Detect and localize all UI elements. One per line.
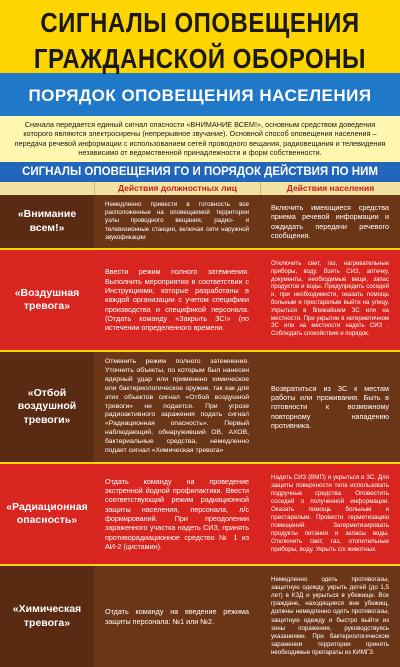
page-title-line-2: ГРАЖДАНСКОЙ ОБОРОНЫ xyxy=(33,43,367,75)
officials-text: Отменить режим полного затемнения. Уточнить объекты, по которым был нанесен ядерный удар или применено химическое или бактериологическое оружие, так как для этих объектов сигнал «Отбой воздушной тревоги» не подается. При угрозе радиоактивного заражения подать сигнал «Радиационная опасность». Первый наблюдающий, обнаруживший ОВ, АХОВ, бактериальные средства, немедленно подает сигнал «Химическая тревога» xyxy=(105,358,249,454)
intro-paragraph: Сначала передается единый сигнал опасности «ВНИМАНИЕ ВСЕМ!», основным средством доведения которого являются электросирены (непрерывное звучание). Основной способ оповещения населения – передача речевой информации с использованием сетей проводного вещания, радиовещания и телевидения независимо от ведомственной принадлежности и форм собственности. xyxy=(0,116,400,162)
population-text: Надеть СИЗ (ВМП) и укрыться в ЗС. Для защиты поверхности тела использовать подручные средства. Оповестить соседей о полученной информации. Оказать помощь больным и престарелым. Провести герметизацию помещений. Загерметизировать продукты питания и запасы воды. Отключить свет, газ, отопительные приборы, воду. Укрыть с/х животных. xyxy=(271,473,389,554)
column-header-signal xyxy=(0,182,94,195)
population-cell xyxy=(260,464,400,564)
population-cell xyxy=(260,352,400,462)
population-cell xyxy=(260,566,400,667)
table-row-attention xyxy=(0,195,400,248)
officials-text: Отдать команду на введение режима защиты персонала: №1 или №2. xyxy=(105,607,249,626)
officials-text: Немедленно привести в готовность все расположенные на оповещаемой территории узлы проводного вещания, радио- и телевизионные станции, включая сети наружной звукофикации xyxy=(105,201,249,241)
population-text: Немедленно одеть противогазы, защитную одежду, укрыть детей (до 1,5 лет) в КЗД и укрыться в убежище. Все граждане, находящиеся вне убежищ, должны немедленно одеть противогазы, защитную одежду и быстро выйти из зоны поражения, руководствуясь указаниями. При бактериологическом заражении территории принять необходимые препараты из КИМГЗ. xyxy=(271,576,389,656)
population-text: Отключить свет, газ, нагревательные приборы, воду. Взять СИЗ, аптечку, документы, необходимые вещи, запас продуктов и воды. Предупредить соседей и, при необходимости, оказать помощь больным и престарелым выйти на улицу. Укрыться в ближайшем ЗС или на местности. При укрытии в негерметичном ЗС или на местности надеть СИЗ . Соблюдать спокойствие и порядок. xyxy=(271,261,389,338)
signal-name: «Внимание всем!» xyxy=(0,195,94,248)
table-row-all-clear xyxy=(0,352,400,462)
table-row-chemical xyxy=(0,566,400,667)
officials-text: Отдать команду на проведение экстренной йодной профилактики. Ввести соответствующий режим радиационной защиты населения, персонала, л/с формирований. При преодолении зараженного участка надеть СИЗ, принять противорадиационное средство № 1 из АИ-2 (цистамин). xyxy=(105,476,249,552)
population-text: Возвратиться из ЗС к местам работы или проживания. Быть в готовности к возможному повторному нападению противника. xyxy=(271,383,389,431)
page-subtitle: ПОРЯДОК ОПОВЕЩЕНИЯ НАСЕЛЕНИЯ xyxy=(28,86,372,105)
column-header-population: Действия населения xyxy=(260,182,400,195)
signal-name: «Радиационная опасность» xyxy=(0,464,94,564)
officials-cell xyxy=(94,464,260,564)
officials-cell xyxy=(94,250,260,350)
signal-name: «Воздушная тревога» xyxy=(0,250,94,350)
table-row-air-raid xyxy=(0,250,400,350)
officials-cell xyxy=(94,566,260,667)
section-title: СИГНАЛЫ ОПОВЕЩЕНИЯ ГО И ПОРЯДОК ДЕЙСТВИЯ ПО НИМ xyxy=(0,162,400,182)
officials-cell xyxy=(94,195,260,248)
population-text: Включить имеющиеся средства приема речевой информации и ождидать передачи речевого сообщения. xyxy=(271,202,389,240)
table-row-radiation xyxy=(0,464,400,564)
column-header-officials: Действия должностных лиц xyxy=(94,182,260,195)
signal-name: «Химическая тревога» xyxy=(0,566,94,667)
population-cell xyxy=(260,250,400,350)
page-title-line-1: СИГНАЛЫ ОПОВЕЩЕНИЯ xyxy=(40,7,360,39)
officials-text: Ввести режим полного затемнения. Выполнить мероприятия в соответствии с Инструкциями, которые разработаны в каждой организации с учетом специфики производства и спецификой персонала. (Отдать команду «Закрыть ЗС!» (по истечении определенного времени. xyxy=(105,267,249,333)
signal-name: «Отбой воздушной тревоги» xyxy=(0,352,94,462)
population-cell xyxy=(260,195,400,248)
officials-cell xyxy=(94,352,260,462)
